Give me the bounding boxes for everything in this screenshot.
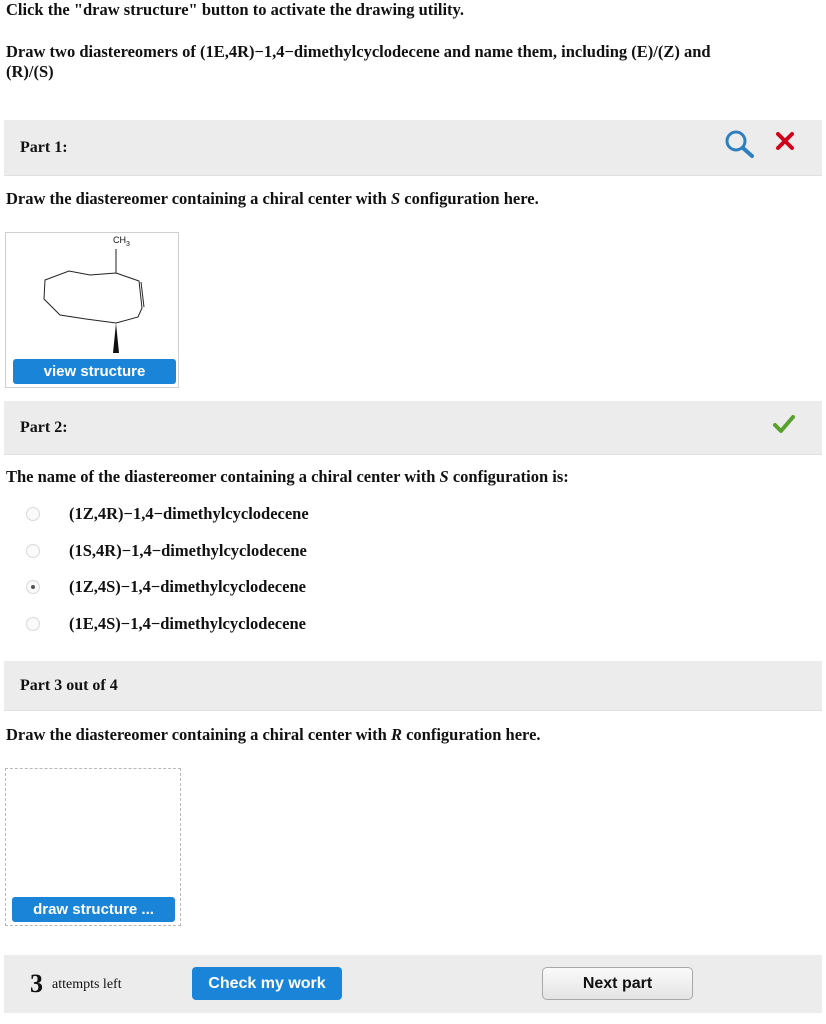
footer-bar <box>4 955 822 1013</box>
part3-prompt: Draw the diastereomer containing a chiral center with R configuration here. <box>6 725 541 744</box>
option-1[interactable] <box>26 503 309 525</box>
part1-header-label: Part 1: <box>20 138 68 156</box>
option-4-label: (1E,4S)−1,4−dimethylcyclodecene <box>69 614 306 633</box>
instruction-line-3: (R)/(S) <box>6 62 54 81</box>
part3-drawing-area[interactable] <box>5 768 181 926</box>
option-3-label: (1Z,4S)−1,4−dimethylcyclodecene <box>69 577 306 596</box>
option-3-radio[interactable] <box>26 580 40 594</box>
part3-header-label: Part 3 out of 4 <box>20 676 118 694</box>
cyclodecene-structure <box>6 233 178 358</box>
part2-header <box>4 401 822 455</box>
view-structure-button[interactable]: view structure <box>13 359 176 384</box>
instruction-line-1: Click the "draw structure" button to activate the drawing utility. <box>6 0 464 19</box>
instruction-line-2: Draw two diastereomers of (1E,4R)−1,4−dimethylcyclodecene and name them, including (E)/(Z) and <box>6 42 711 61</box>
option-2-radio[interactable] <box>26 544 40 558</box>
part2-prompt: The name of the diastereomer containing a chiral center with S configuration is: <box>6 467 569 486</box>
draw-structure-button[interactable]: draw structure ... <box>12 897 175 922</box>
option-1-label: (1Z,4R)−1,4−dimethylcyclodecene <box>69 504 309 523</box>
part3-header <box>4 661 822 711</box>
part1-header <box>4 120 822 176</box>
red-x-icon <box>774 130 796 157</box>
option-3[interactable] <box>26 576 306 598</box>
magnifier-icon[interactable] <box>723 128 757 165</box>
part2-header-label: Part 2: <box>20 418 68 436</box>
check-my-work-button[interactable]: Check my work <box>192 967 342 1000</box>
option-1-radio[interactable] <box>26 507 40 521</box>
next-part-button[interactable]: Next part <box>542 967 693 1000</box>
option-2[interactable] <box>26 540 307 562</box>
part1-prompt: Draw the diastereomer containing a chiral center with S configuration here. <box>6 189 539 208</box>
green-check-icon <box>772 414 796 439</box>
attempts-count: 3 <box>30 969 43 998</box>
option-4[interactable] <box>26 613 306 635</box>
attempts-text: attempts left <box>52 977 122 992</box>
option-2-label: (1S,4R)−1,4−dimethylcyclodecene <box>69 541 307 560</box>
part1-structure-preview <box>5 232 179 388</box>
methyl-label: $CH_3$ <box>113 235 130 248</box>
option-4-radio[interactable] <box>26 617 40 631</box>
